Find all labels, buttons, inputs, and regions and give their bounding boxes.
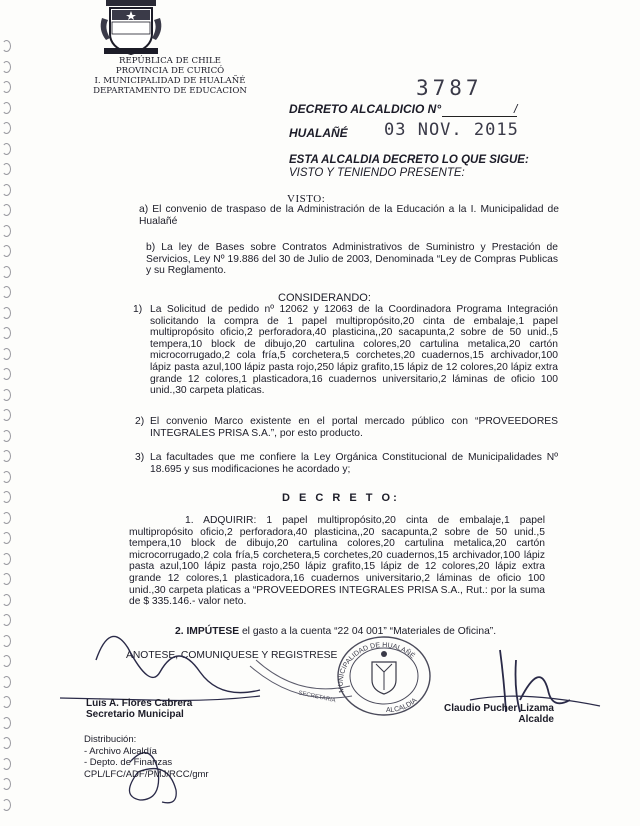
considerando-3-number: 3)	[135, 452, 145, 463]
decree-number-stamp: 3787	[416, 76, 483, 100]
closing-statement: ANOTESE, COMUNIQUESE Y REGISTRESE	[126, 650, 338, 661]
considerando-1-number: 1)	[133, 304, 143, 315]
considerando-3: La facultades que me confiere la Ley Orgánica Constitucional de Municipalidades Nº 18.695 y sus modificaciones he acordado y;	[150, 452, 558, 475]
header-line: I. MUNICIPALIDAD DE HUALAÑÉ	[94, 76, 246, 86]
secretary-name: Luis A. Flores Cabrera	[86, 698, 193, 709]
mayor-title: Alcalde	[518, 714, 554, 725]
decreto-item-1: 1. ADQUIRIR: 1 papel multipropósito,20 cinta de embalaje,1 papel multipropósito oficio,2 perforadora,40 plasticina,,20 sacapunta,2 sobre de 50 unid.,5 tempera,10 block de dibujo,20 cartulina colores,20 cartulina metalica,20 cartón microcorrugado,2 cola fría,5 corchetera,5 corchetes,20 cuadernos,15 archivador,100 lápiz pasta azul,100 lápiz pasta rojo,250 lápiz grafito,15 lápiz de 12 colores,20 lápiz extra grande 12 colores,1 plasticadora,16 cuadernos universitario,2 láminas de oficio 100 unid.,30 carpeta platicas a “PROVEEDORES INTEGRALES PRISA S.A., Rut.: por la suma de $ 335.146.- valor neto.	[129, 515, 545, 608]
left-signature-block	[86, 698, 192, 720]
decree-date-stamp: 03 NOV. 2015	[384, 120, 519, 140]
visto-title: VISTO:	[287, 193, 326, 205]
secretary-title: Secretario Municipal	[86, 709, 184, 720]
decree-intro: ESTA ALCALDIA DECRETO LO QUE SIGUE:	[289, 154, 529, 166]
distribution-item: - Archivo Alcaldía	[84, 745, 157, 757]
mayor-name: Claudio Pucher Lizama	[443, 703, 554, 714]
decreto-item-2-text: el gasto a la cuenta “22 04 001” “Materiales de Oficina”.	[239, 626, 497, 637]
place-label: HUALAÑÉ	[289, 126, 348, 140]
decree-slash: /	[514, 102, 518, 116]
distribution-block	[84, 734, 209, 780]
seal-text-bottom: ALCALDIA	[385, 697, 419, 715]
decreto-item-2-label: 2. IMPÚTESE	[175, 626, 240, 637]
header-line: REPÚBLICA DE CHILE	[119, 56, 221, 66]
considerando-title: CONSIDERANDO:	[278, 292, 371, 304]
decree-intro-sub: VISTO Y TENIENDO PRESENTE:	[289, 167, 465, 179]
seal-text-top: MUNICIPALIDAD DE HUALAÑÉ	[337, 642, 416, 694]
decree-label: DECRETO ALCALDICIO N°	[289, 102, 442, 116]
distribution-item: - Depto. de Finanzas	[84, 757, 173, 768]
distribution-title: Distribución:	[84, 734, 137, 745]
considerando-2-number: 2)	[135, 416, 145, 427]
visto-item-b: b) La ley de Bases sobre Contratos Administrativos de Suministro y Prestación de Servicios, Ley Nº 19.886 del 30 de Julio de 2003, Denominada “Ley de Compras Publicas y su Reglamento.	[146, 242, 558, 277]
right-signature-block	[426, 703, 554, 725]
initials-line: CPL/LFC/ADF/PMJ/RCC/gmr	[84, 768, 209, 780]
considerando-1: La Solicitud de pedido nº 12062 y 12063 de la Coordinadora Programa Integración solicitando la compra de 1 papel multipropósito,20 cinta de embalaje,1 papel multipropósito oficio,2 perforadora,40 plasticina,,20 sacapunta,2 sobre de 50 unid.,5 tempera,10 block de dibujo,20 cartulina colores,20 cartulina metalica,20 cartón microcorrugado,2 cola fría,5 corchetera,5 corchetes,20 cuadernos,15 archivador,100 lápiz pasta azul,100 lápiz pasta rojo,250 lápiz grafito,15 lápiz de 12 colores,20 lápiz extra grande 12 colores,1 plasticadora,16 cuadernos universitario,2 láminas de oficio 100 unid.,30 carpeta platicas.	[150, 304, 558, 397]
decreto-title: D E C R E T O:	[282, 492, 400, 504]
considerando-2: El convenio Marco existente en el portal mercado público con “PROVEEDORES INTEGRALES PRISA S.A.”, por esto producto.	[150, 416, 558, 439]
secretary-seal-text: SECRETARIA	[297, 690, 337, 705]
header-line: DEPARTAMENTO DE EDUCACION	[93, 86, 247, 96]
visto-item-a: a) El convenio de traspaso de la Administración de la Educación a la I. Municipalidad de Hualañé	[139, 204, 559, 227]
header-line: PROVINCIA DE CURICÓ	[115, 66, 225, 76]
